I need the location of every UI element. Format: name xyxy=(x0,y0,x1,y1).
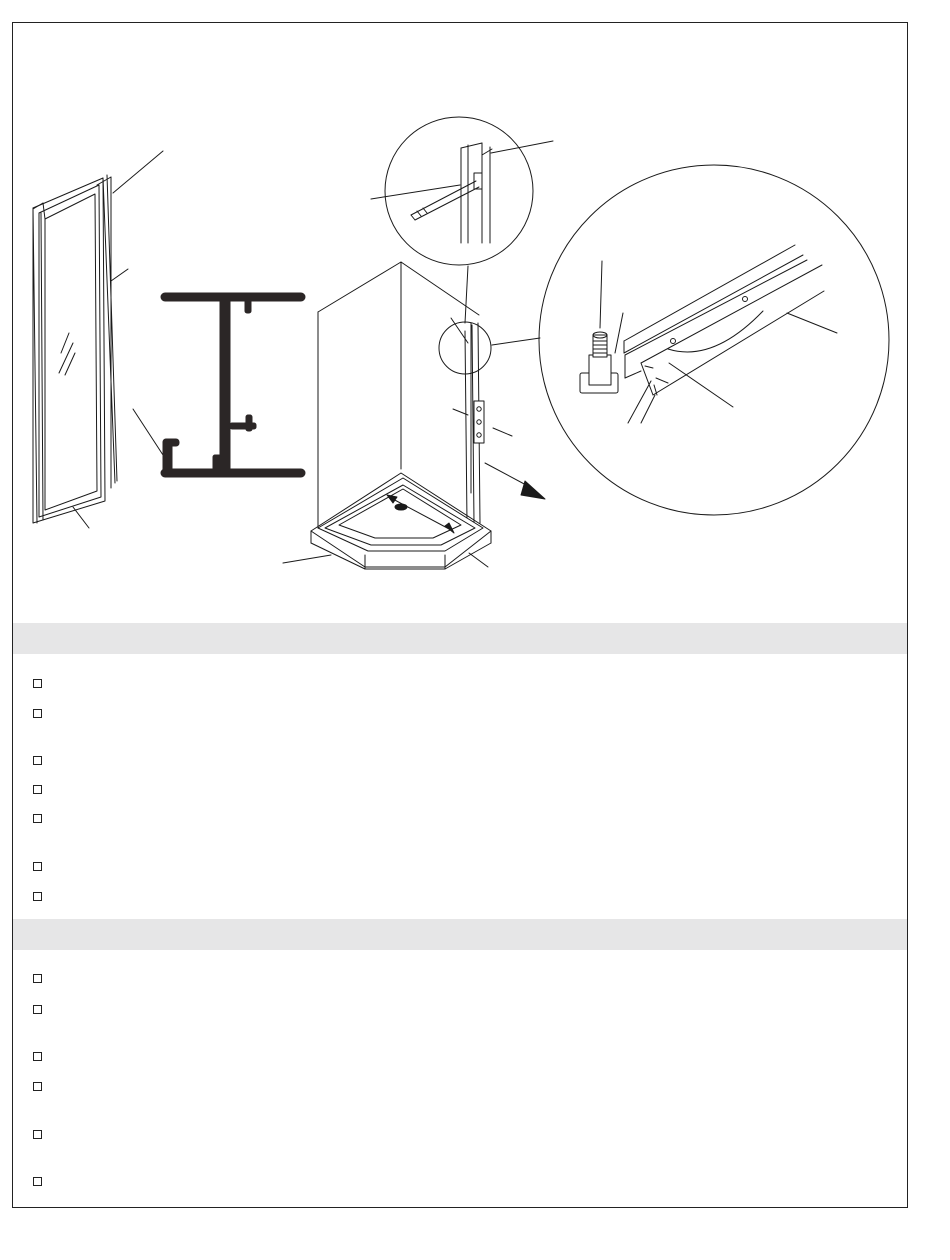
detail-circle-small xyxy=(371,117,553,374)
checkbox-icon xyxy=(33,1130,42,1139)
page-frame xyxy=(12,22,908,1208)
checkbox-icon xyxy=(33,709,42,718)
checkbox-icon xyxy=(33,1052,42,1061)
checkbox-icon xyxy=(33,1177,42,1186)
door-panel xyxy=(33,151,163,528)
checkbox-icon xyxy=(33,785,42,794)
detail-circle-large xyxy=(492,165,889,515)
section-header-band xyxy=(13,623,907,654)
checkbox-icon xyxy=(33,862,42,871)
checkbox-icon xyxy=(33,756,42,765)
checkbox-icon xyxy=(33,679,42,688)
shower-enclosure xyxy=(283,262,545,569)
installation-illustration xyxy=(13,23,907,623)
checkbox-icon xyxy=(33,1082,42,1091)
checkbox-icon xyxy=(33,974,42,983)
checkbox-icon xyxy=(33,892,42,901)
checkbox-icon xyxy=(33,1005,42,1014)
section-header-band xyxy=(13,919,907,950)
profile-cross-section xyxy=(161,293,305,477)
checkbox-icon xyxy=(33,814,42,823)
